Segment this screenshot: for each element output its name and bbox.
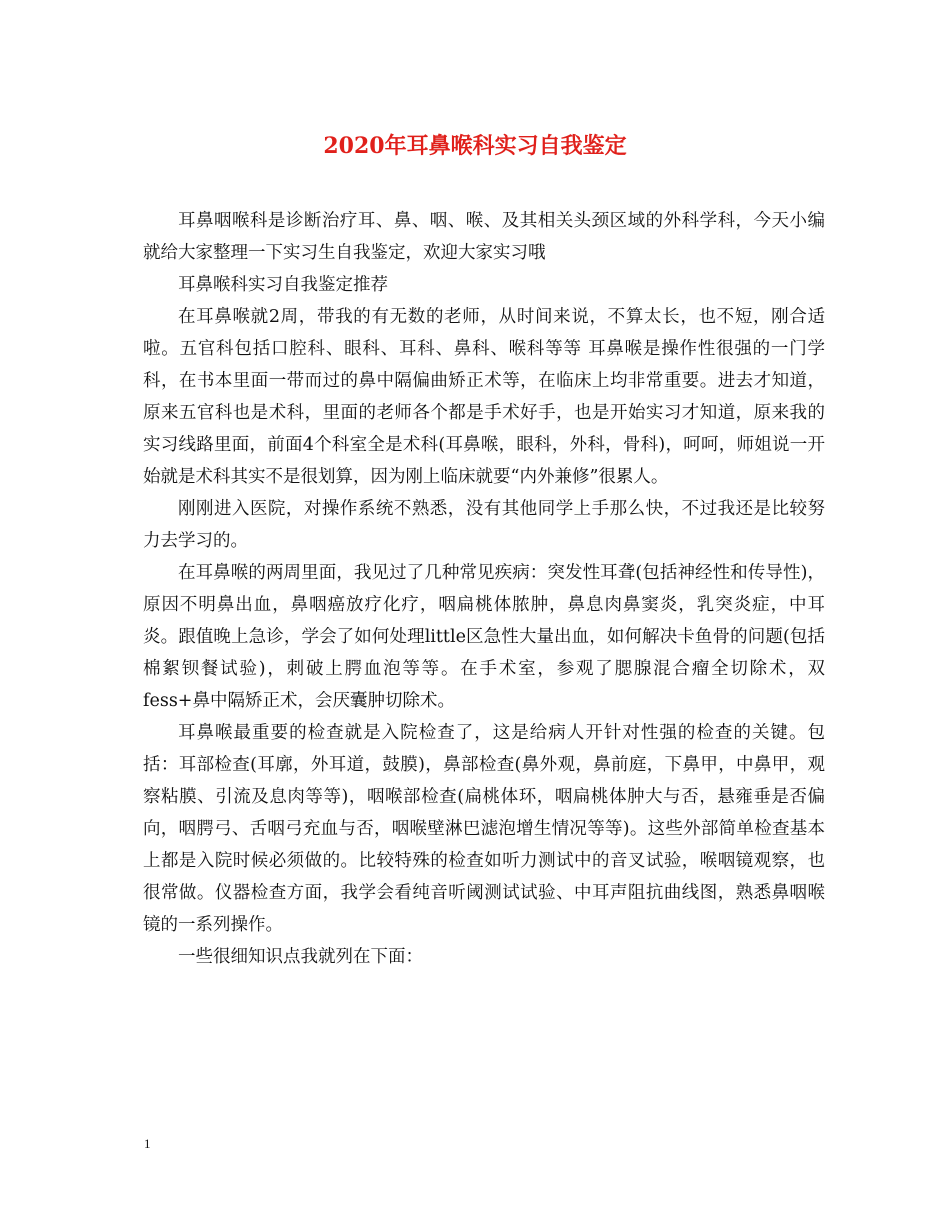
paragraph-examinations: 耳鼻喉最重要的检查就是入院检查了，这是给病人开针对性强的检查的关键。包括：耳部检查(耳廓，外耳道，鼓膜)，鼻部检查(鼻外观，鼻前庭，下鼻甲，中鼻甲，观察粘膜、引流及息肉等等)，咽喉部检查(扁桃体环，咽扁桃体肿大与否，悬雍垂是否偏向，咽腭弓、舌咽弓充血与否，咽喉壁淋巴滤泡增生情况等等)。这些外部简单检查基本上都是入院时候必须做的。比较特殊的检查如听力测试中的音叉试验，喉咽镜观察，也很常做。仪器检查方面，我学会看纯音听阈测试试验、中耳声阻抗曲线图，熟悉鼻咽喉镜的一系列操作。 bbox=[143, 723, 825, 935]
paragraph-knowledge-points: 一些很细知识点我就列在下面： bbox=[178, 947, 423, 967]
paragraph-diseases: 在耳鼻喉的两周里面，我见过了几种常见疾病：突发性耳聋(包括神经性和传导性)，原因不明鼻出血，鼻咽癌放疗化疗，咽扁桃体脓肿，鼻息肉鼻窦炎，乳突炎症，中耳炎。跟值晚上急诊，学会了如何处理little区急性大量出血，如何解决卡鱼骨的问题(包括棉絮钡餐试验)，刺破上腭血泡等等。在手术室，参观了腮腺混合瘤全切除术，双fess+鼻中隔矫正术，会厌囊肿切除术。 bbox=[143, 563, 825, 711]
paragraph-intro: 耳鼻咽喉科是诊断治疗耳、鼻、咽、喉、及其相关头颈区域的外科学科，今天小编就给大家整理一下实习生自我鉴定，欢迎大家实习哦 bbox=[143, 211, 825, 263]
page-number: 1 bbox=[144, 1136, 151, 1151]
document-title: 2020年耳鼻喉科实习自我鉴定 bbox=[323, 133, 627, 159]
document-body bbox=[143, 205, 825, 973]
paragraph-subheading: 耳鼻喉科实习自我鉴定推荐 bbox=[178, 275, 388, 295]
paragraph-adjustment: 刚刚进入医院，对操作系统不熟悉，没有其他同学上手那么快，不过我还是比较努力去学习的。 bbox=[143, 499, 825, 551]
paragraph-overview: 在耳鼻喉就2周，带我的有无数的老师，从时间来说，不算太长，也不短，刚合适啦。五官科包括口腔科、眼科、耳科、鼻科、喉科等等 耳鼻喉是操作性很强的一门学科，在书本里面一带而过的鼻中隔偏曲矫正术等，在临床上均非常重要。进去才知道，原来五官科也是术科，里面的老师各个都是手术好手，也是开始实习才知道，原来我的实习线路里面，前面4个科室全是术科(耳鼻喉，眼科，外科，骨科)，呵呵，师姐说一开始就是术科其实不是很划算，因为刚上临床就要“内外兼修”很累人。 bbox=[143, 307, 825, 487]
